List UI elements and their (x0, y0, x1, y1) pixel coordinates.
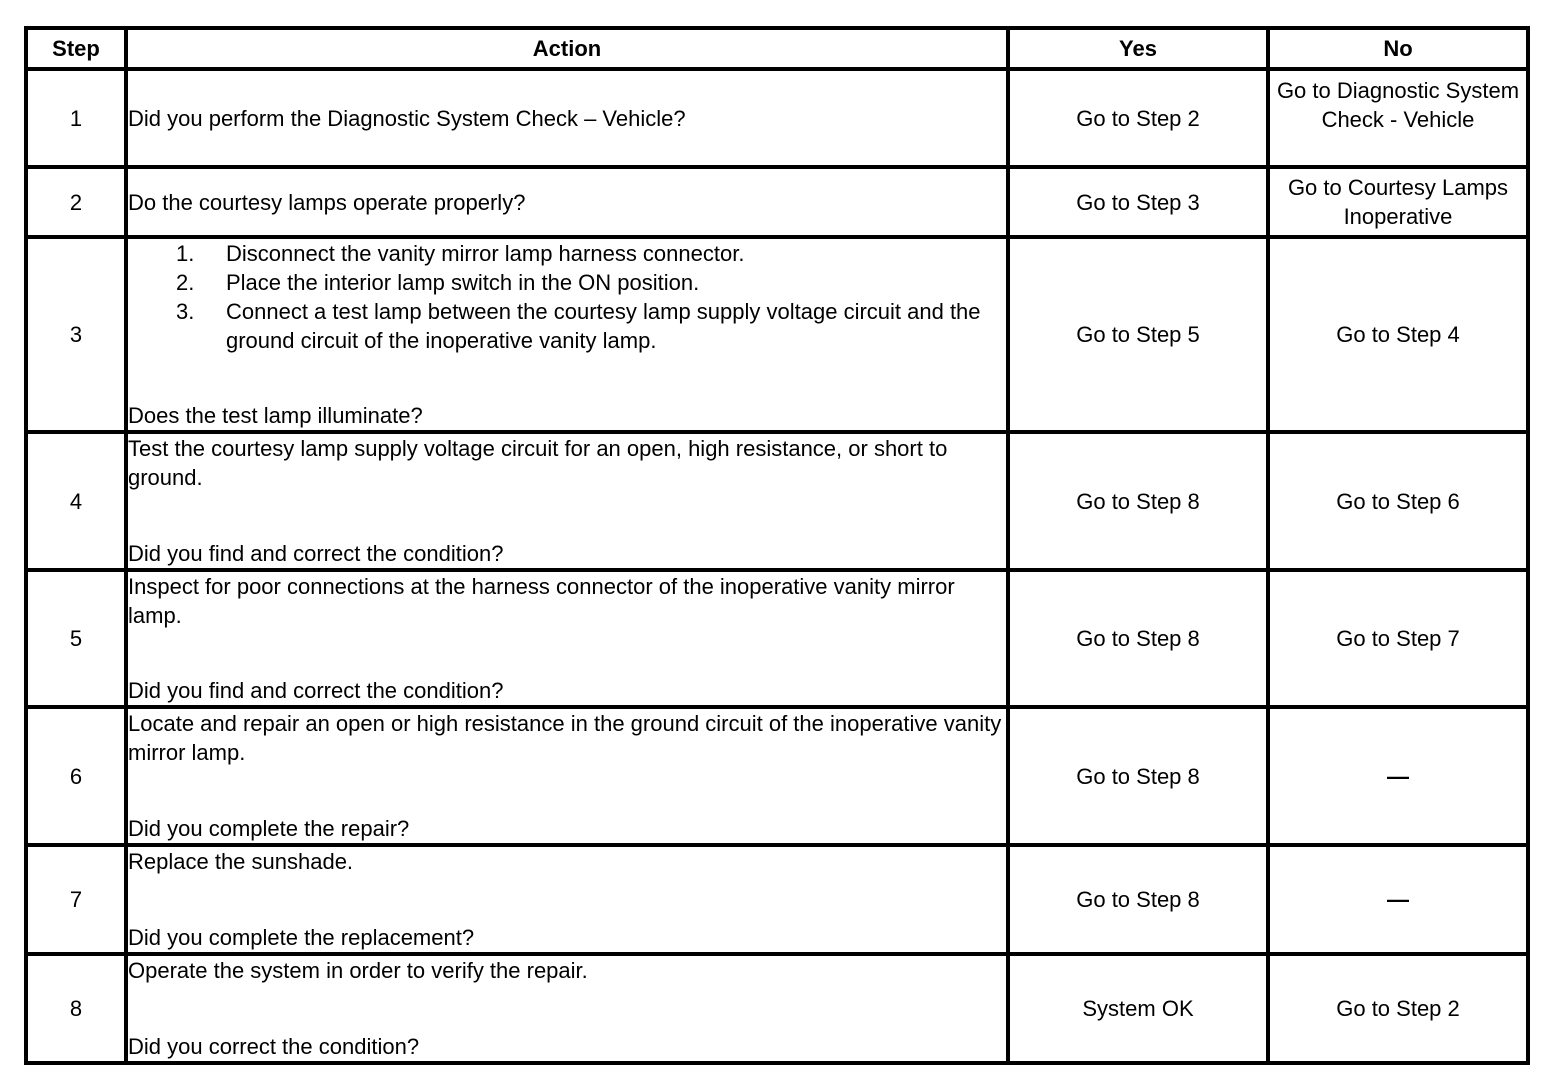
action-text: Inspect for poor connections at the harness connector of the inoperative vanity mirror lamp. (128, 574, 955, 628)
no-result: Go to Step 4 (1268, 237, 1528, 432)
substep-text: Connect a test lamp between the courtesy lamp supply voltage circuit and the ground circuit of the inoperative vanity lamp. (226, 299, 981, 353)
action-cell (126, 167, 1008, 237)
step-number: 3 (26, 237, 126, 432)
table-row (26, 167, 1528, 237)
yes-result: Go to Step 8 (1008, 845, 1268, 954)
no-result: Go to Courtesy Lamps Inoperative (1268, 167, 1528, 237)
action-cell (126, 237, 1008, 432)
no-result: — (1268, 845, 1528, 954)
action-text: Locate and repair an open or high resistance in the ground circuit of the inoperative vanity mirror lamp. (128, 711, 1002, 765)
no-result: — (1268, 707, 1528, 845)
step-number: 1 (26, 69, 126, 167)
action-question: Does the test lamp illuminate? (128, 403, 423, 428)
substep-list (128, 239, 1006, 355)
header-step: Step (26, 28, 126, 69)
yes-result: Go to Step 2 (1008, 69, 1268, 167)
action-question: Did you complete the repair? (128, 816, 410, 841)
table-row (26, 69, 1528, 167)
step-number: 8 (26, 954, 126, 1063)
action-text: Operate the system in order to verify the repair. (128, 958, 588, 983)
header-no: No (1268, 28, 1528, 69)
step-number: 5 (26, 570, 126, 707)
header-row (26, 28, 1528, 69)
substep-number: 3. (176, 299, 195, 324)
action-question: Did you correct the condition? (128, 1034, 420, 1059)
yes-result: Go to Step 5 (1008, 237, 1268, 432)
yes-result: Go to Step 3 (1008, 167, 1268, 237)
action-cell (126, 954, 1008, 1063)
action-cell (126, 570, 1008, 707)
diagnostic-table (24, 26, 1530, 1065)
substep-item (176, 239, 1006, 268)
no-result: Go to Step 6 (1268, 432, 1528, 570)
no-result: Go to Step 7 (1268, 570, 1528, 707)
table-row (26, 954, 1528, 1063)
substep-item (176, 297, 1006, 355)
action-text: Do the courtesy lamps operate properly? (128, 189, 526, 215)
substep-number: 1. (176, 241, 195, 266)
step-number: 7 (26, 845, 126, 954)
step-number: 4 (26, 432, 126, 570)
action-cell (126, 432, 1008, 570)
table-row (26, 570, 1528, 707)
header-action: Action (126, 28, 1008, 69)
step-number: 6 (26, 707, 126, 845)
table-row (26, 845, 1528, 954)
action-cell (126, 69, 1008, 167)
yes-result: Go to Step 8 (1008, 432, 1268, 570)
action-question: Did you complete the replacement? (128, 925, 475, 950)
action-cell (126, 845, 1008, 954)
substep-number: 2. (176, 270, 195, 295)
substep-text: Place the interior lamp switch in the ON position. (226, 270, 700, 295)
action-text: Replace the sunshade. (128, 849, 354, 874)
table-row (26, 237, 1528, 432)
table-row (26, 432, 1528, 570)
action-text: Did you perform the Diagnostic System Check – Vehicle? (128, 105, 686, 131)
action-question: Did you find and correct the condition? (128, 678, 504, 703)
substep-text: Disconnect the vanity mirror lamp harness connector. (226, 241, 745, 266)
table-row (26, 707, 1528, 845)
yes-result: System OK (1008, 954, 1268, 1063)
header-yes: Yes (1008, 28, 1268, 69)
action-text: Test the courtesy lamp supply voltage circuit for an open, high resistance, or short to ground. (128, 436, 948, 490)
step-number: 2 (26, 167, 126, 237)
action-question: Did you find and correct the condition? (128, 541, 504, 566)
substep-item (176, 268, 1006, 297)
no-result: Go to Step 2 (1268, 954, 1528, 1063)
yes-result: Go to Step 8 (1008, 570, 1268, 707)
yes-result: Go to Step 8 (1008, 707, 1268, 845)
action-cell (126, 707, 1008, 845)
no-result: Go to Diagnostic System Check - Vehicle (1268, 69, 1528, 167)
